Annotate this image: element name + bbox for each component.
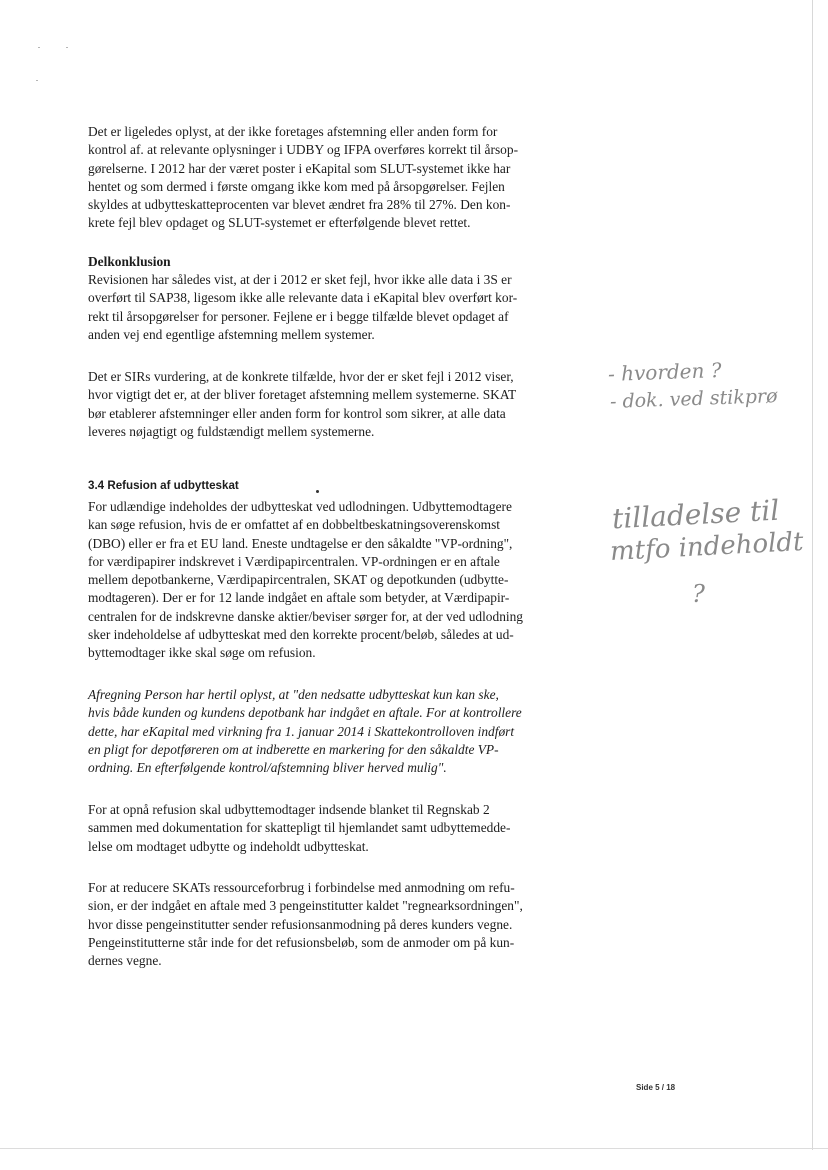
handwritten-note-dok-stikproeve: - dok. ved stikprø — [609, 385, 778, 413]
section-3-4-heading: 3.4 Refusion af udbytteskat — [88, 479, 239, 492]
delkonklusion-heading: Delkonklusion — [88, 254, 171, 269]
scan-speck — [38, 47, 40, 48]
ressource-paragraph: For at reducere SKATs ressourceforbrug i forbindelse med anmodning om refu- sion, er der indgået en aftale med 3 pengeinstitutter kaldet "regnearksordningen", hvor disse pengeinstitutter sender refusionsanmodning på deres kunders vegne. Pengeinstitutterne står inde for det refusionsbeløb, som de anmoder om på kun- dernes vegne. — [88, 880, 523, 969]
handwritten-note-hvordan: - hvorden ? — [607, 358, 722, 386]
page-number: Side 5 / 18 — [636, 1083, 676, 1092]
handwritten-note-indeholdt: mtfo indeholdt — [609, 526, 805, 568]
page-edge-right — [812, 0, 813, 1150]
dot-mark — [316, 490, 319, 493]
scan-speck — [66, 47, 68, 48]
paragraph-reconciliation: Det er ligeledes oplyst, at der ikke foretages afstemning eller anden form for kontrol af. at relevante oplysninger i UDBY og IFPA overføres korrekt til årsop- gørelserne. I 2012 har der været poster i eKapital som SLUT-systemet ikke har hentet og som dermed i første omgang ikke kom med på årsopgørelser. Fejlen skyldes at udbytteskatteprocenten var blevet ændret fra 28% til 27%. Den kon- krete fejl blev opdaget og SLUT-systemet er efterfølgende blevet rettet. — [88, 124, 519, 231]
page-edge-bottom — [0, 1148, 828, 1149]
handwritten-note-tilladelse: tilladelse til — [611, 493, 781, 536]
refusion-paragraph: For at opnå refusion skal udbyttemodtager indsende blanket til Regnskab 2 sammen med dokumentation for skattepligt til hjemlandet samt udbyttemedde- lelse om modtaget udbytte og indeholdt udbytteskat. — [88, 802, 511, 854]
delkonklusion-text: Revisionen har således vist, at der i 2012 er sket fejl, hvor ikke alle data i 3S er overført til SAP38, ligesom ikke alle relevante data i eKapital blev overført kor- rekt til årsopgørelser for personer. Fejlene er i begge tilfælde blevet opdaget af anden vej end egentlige afstemning mellem systemer. — [88, 272, 518, 342]
section-3-4-paragraph: For udlændige indeholdes der udbytteskat ved udlodningen. Udbyttemodtagere kan søge refusion, hvis de er omfattet af en dobbeltbeskatningsoverenskomst (DBO) eller er fra et EU land. Eneste undtagelse er den såkaldte "VP-ordning", for værdipapirer indskrevet i Værdipapircentralen. VP-ordningen er en aftale mellem depotbankerne, Værdipapircentralen, SKAT og depotkunden (udbytte- modtageren). Der er for 12 lande indgået en aftale som betyder, at Værdipapir- centralen for de indskrevne danske aktier/beviser sørger for, at der ved udlodning sker indeholdelse af udbytteskat med den korrekte procent/beløb, således at ud- byttemodtager ikke skal søge om refusion. — [88, 499, 523, 661]
sir-assessment-paragraph: Det er SIRs vurdering, at de konkrete tilfælde, hvor der er sket fejl i 2012 viser, hvor vigtigt det er, at der bliver foretaget afstemning mellem systemerne. SKAT bør etablerer afstemninger eller anden form for kontrol som sikrer, at alle data leveres nøjagtigt og fuldstændigt mellem systemerne. — [88, 369, 517, 439]
afregning-quote: Afregning Person har hertil oplyst, at "den nedsatte udbytteskat kun kan ske, hvis både kunden og kundens depotbank har indgået en aftale. For at kontrollere dette, har eKapital med virkning fra 1. januar 2014 i Skattekontrolloven indført en pligt for depotføreren om at indberette en markering for den såkaldte VP- ordning. En efterfølgende kontrol/afstemning bliver herved mulig". — [88, 687, 522, 776]
scan-speck — [36, 80, 38, 81]
handwritten-question-mark: ? — [692, 580, 705, 608]
